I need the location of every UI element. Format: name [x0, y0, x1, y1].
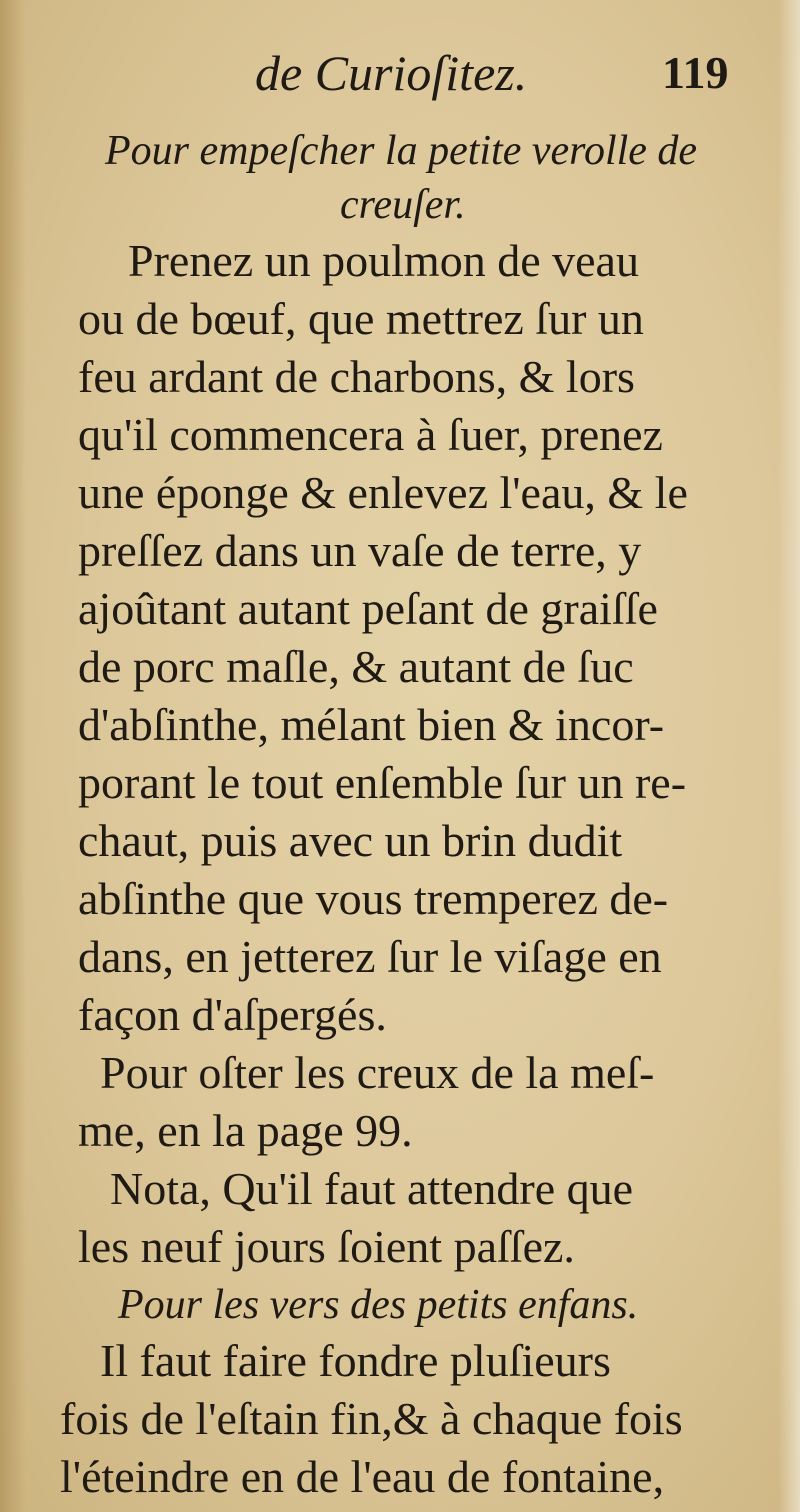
- line-text: abſinthe que vous tremperez de-: [78, 873, 669, 924]
- line-text: l'éteindre en de l'eau de fontaine,: [60, 1451, 665, 1502]
- text-line: [0, 638, 800, 696]
- text-line: [0, 1160, 800, 1218]
- line-text: Nota, Qu'il faut attendre que: [110, 1163, 634, 1214]
- text-line: [0, 1390, 800, 1448]
- line-text: Prenez un poulmon de veau: [128, 235, 639, 286]
- text-line: [0, 232, 800, 290]
- text-line: [0, 870, 800, 928]
- heading-line-2: creuſer.: [340, 182, 466, 228]
- heading-smallpox: [0, 122, 800, 180]
- line-text: Pour oſter les creux de la meſ-: [100, 1047, 655, 1098]
- text-line: [0, 1044, 800, 1102]
- text-line: [0, 580, 800, 638]
- line-text: fois de l'eſtain fin,& à chaque fois: [60, 1393, 683, 1444]
- line-text: ou de bœuf, que mettrez ſur un: [78, 293, 644, 344]
- text-line: [0, 754, 800, 812]
- line-text: une éponge & enlevez l'eau, & le: [78, 467, 688, 518]
- line-text: de porc maſle, & autant de ſuc: [78, 641, 634, 692]
- line-text: chaut, puis avec un brin dudit: [78, 815, 623, 866]
- line-text: dans, en jetterez ſur le viſage en: [78, 931, 662, 982]
- text-line: [0, 1332, 800, 1390]
- text-line: [0, 1448, 800, 1506]
- line-text: porant le tout enſemble ſur un re-: [78, 757, 687, 808]
- line-text: les neuf jours ſoient paſſez.: [78, 1221, 575, 1272]
- text-line: [0, 1102, 800, 1160]
- text-line: [0, 348, 800, 406]
- text-line: [0, 1218, 800, 1276]
- text-line: [0, 928, 800, 986]
- text-line: [0, 522, 800, 580]
- text-line: [0, 696, 800, 754]
- line-text: Il faut faire fondre pluſieurs: [100, 1335, 611, 1386]
- line-text: feu ardant de charbons, & lors: [78, 351, 635, 402]
- line-text: ajoûtant autant peſant de graiſſe: [78, 583, 658, 634]
- line-text: façon d'aſpergés.: [78, 989, 387, 1040]
- text-line: [0, 812, 800, 870]
- text-line: [0, 290, 800, 348]
- heading-line-worms: Pour les vers des petits enfans.: [118, 1282, 639, 1328]
- line-text: me, en la page 99.: [78, 1105, 413, 1156]
- page-header: [0, 38, 800, 108]
- line-text: preſſez dans un vaſe de terre, y: [78, 525, 642, 576]
- line-text: d'abſinthe, mélant bien & incor-: [78, 699, 665, 750]
- heading-line-1: Pour empeſcher la petite verolle de: [105, 128, 698, 174]
- text-line: [0, 406, 800, 464]
- heading-smallpox-cont: [0, 176, 800, 234]
- text-line: [0, 464, 800, 522]
- running-title: de Curioſitez.: [255, 45, 528, 101]
- line-text: qu'il commencera à ſuer, prenez: [78, 409, 663, 460]
- text-line: [0, 986, 800, 1044]
- heading-worms: [0, 1276, 800, 1334]
- page-number: 119: [662, 47, 729, 98]
